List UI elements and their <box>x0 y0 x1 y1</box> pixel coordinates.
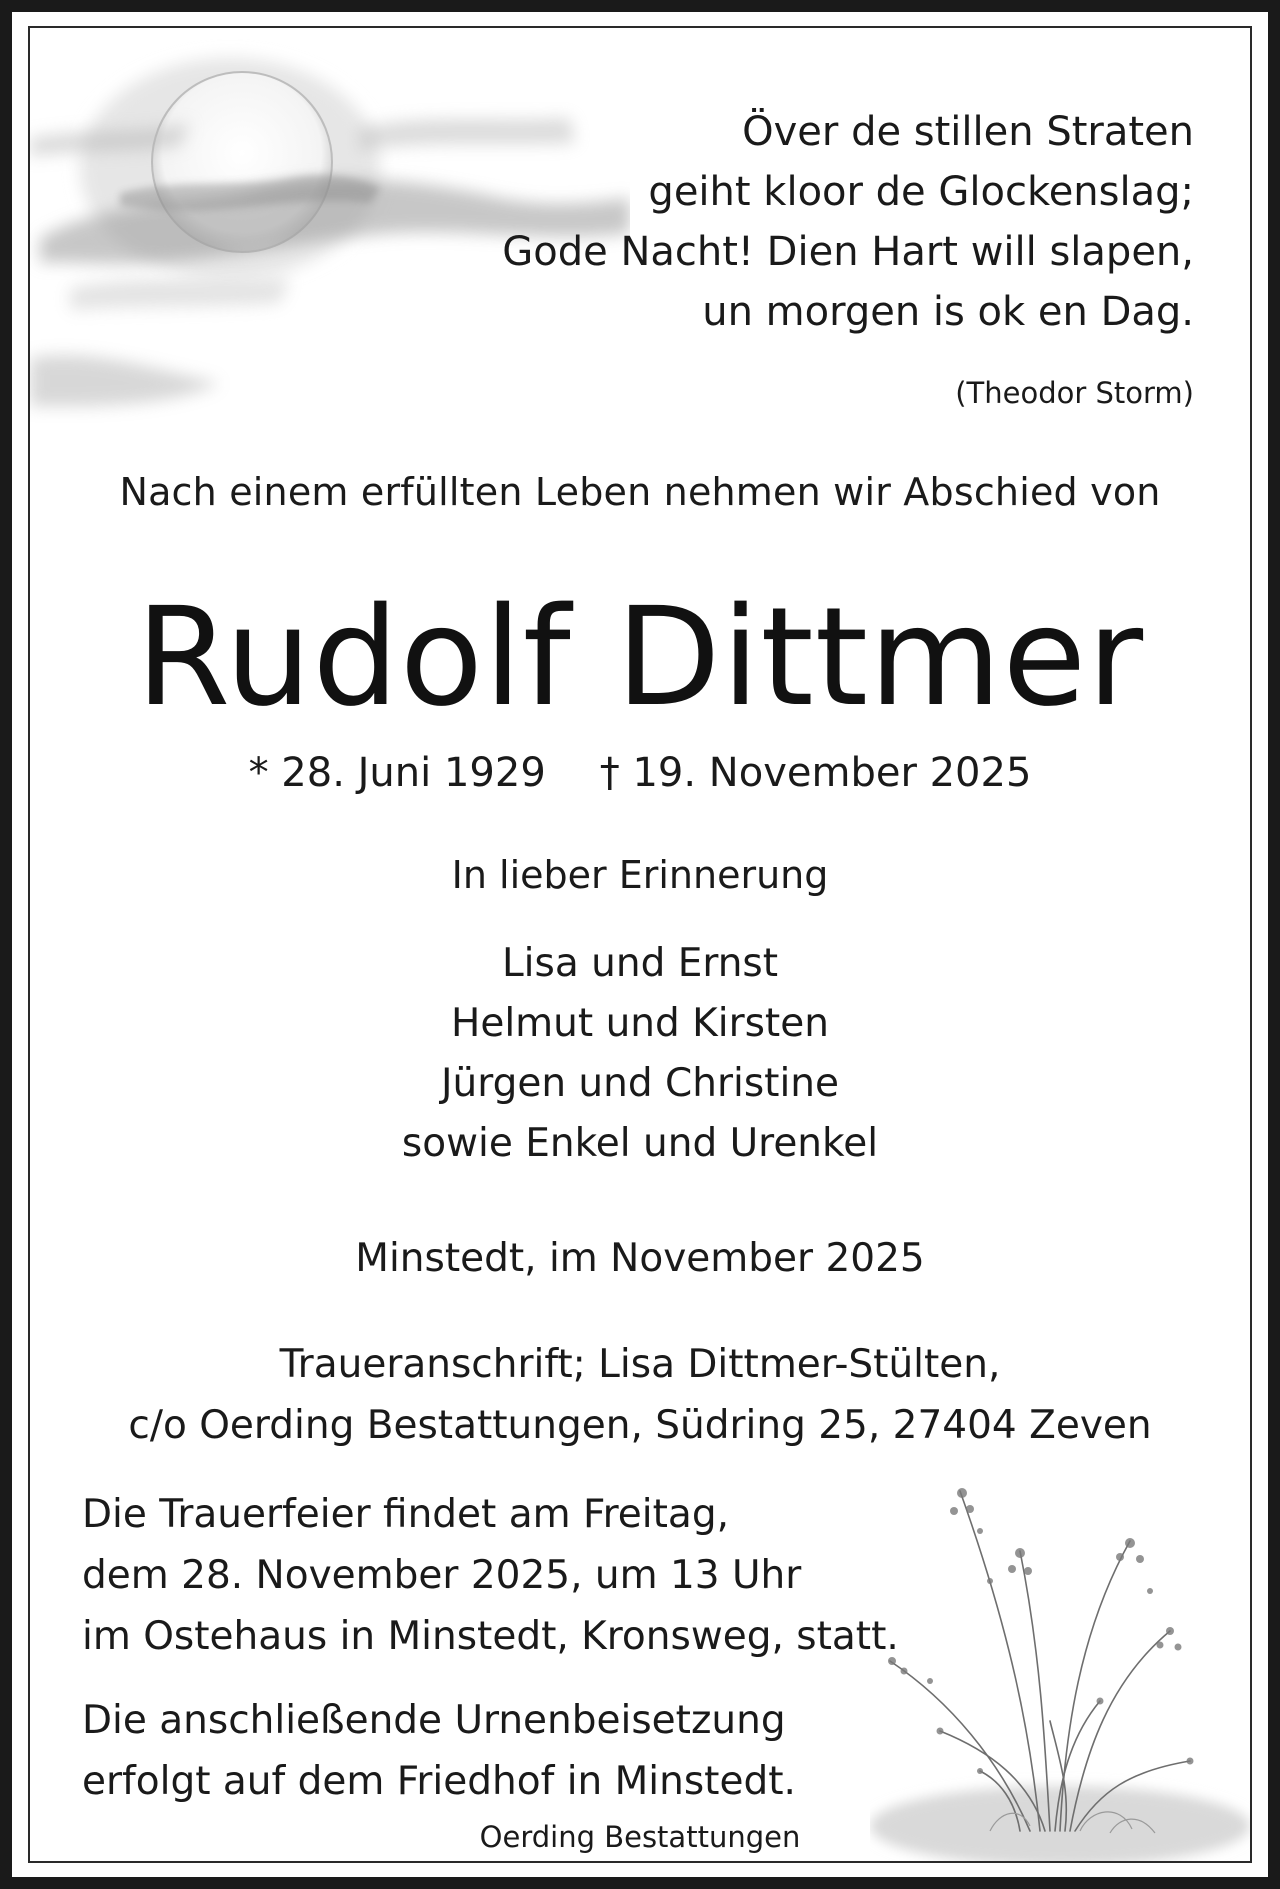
funeral-home: Oerding Bestattungen <box>479 1820 801 1854</box>
place-date: Minstedt, im November 2025 <box>355 1236 925 1281</box>
life-dates <box>30 750 1250 796</box>
funeral-service-info <box>82 1484 982 1667</box>
family-list <box>30 934 1250 1174</box>
birth-date: * 28. Juni 1929 <box>248 750 546 796</box>
poem-line: Gode Nacht! Dien Hart will slapen, <box>502 229 1194 275</box>
memory-text: In lieber Erinnerung <box>451 853 829 897</box>
burial-line: erfolgt auf dem Friedhof in Minstedt. <box>82 1759 796 1804</box>
poem <box>502 102 1194 342</box>
poem-line: Över de stillen Straten <box>742 109 1194 155</box>
obituary-frame <box>28 26 1252 1863</box>
family-member: Helmut und Kirsten <box>451 1001 829 1046</box>
poem-author: (Theodor Storm) <box>955 376 1194 410</box>
family-member: Lisa und Ernst <box>501 941 779 986</box>
obituary-page <box>12 12 1268 1877</box>
poem-line: un morgen is ok en Dag. <box>702 289 1194 335</box>
intro-text: Nach einem erfüllten Leben nehmen wir Abschied von <box>119 470 1161 514</box>
poem-line: geiht kloor de Glockenslag; <box>648 169 1194 215</box>
address-line: c/o Oerding Bestattungen, Südring 25, 27404 Zeven <box>128 1403 1152 1448</box>
family-member: Jürgen und Christine <box>441 1061 839 1106</box>
death-date: † 19. November 2025 <box>599 750 1032 796</box>
family-member: sowie Enkel und Urenkel <box>401 1121 879 1166</box>
burial-info <box>82 1690 982 1812</box>
burial-line: Die anschließende Urnenbeisetzung <box>82 1698 786 1743</box>
service-line: Die Trauerfeier findet am Freitag, <box>82 1492 729 1537</box>
address-line: Traueranschrift; Lisa Dittmer-Stülten, <box>279 1342 1001 1387</box>
service-line: dem 28. November 2025, um 13 Uhr <box>82 1553 802 1598</box>
deceased-name: Rudolf Dittmer <box>135 579 1145 737</box>
service-line: im Ostehaus in Minstedt, Kronsweg, statt. <box>82 1614 899 1659</box>
mourning-address <box>30 1334 1250 1456</box>
